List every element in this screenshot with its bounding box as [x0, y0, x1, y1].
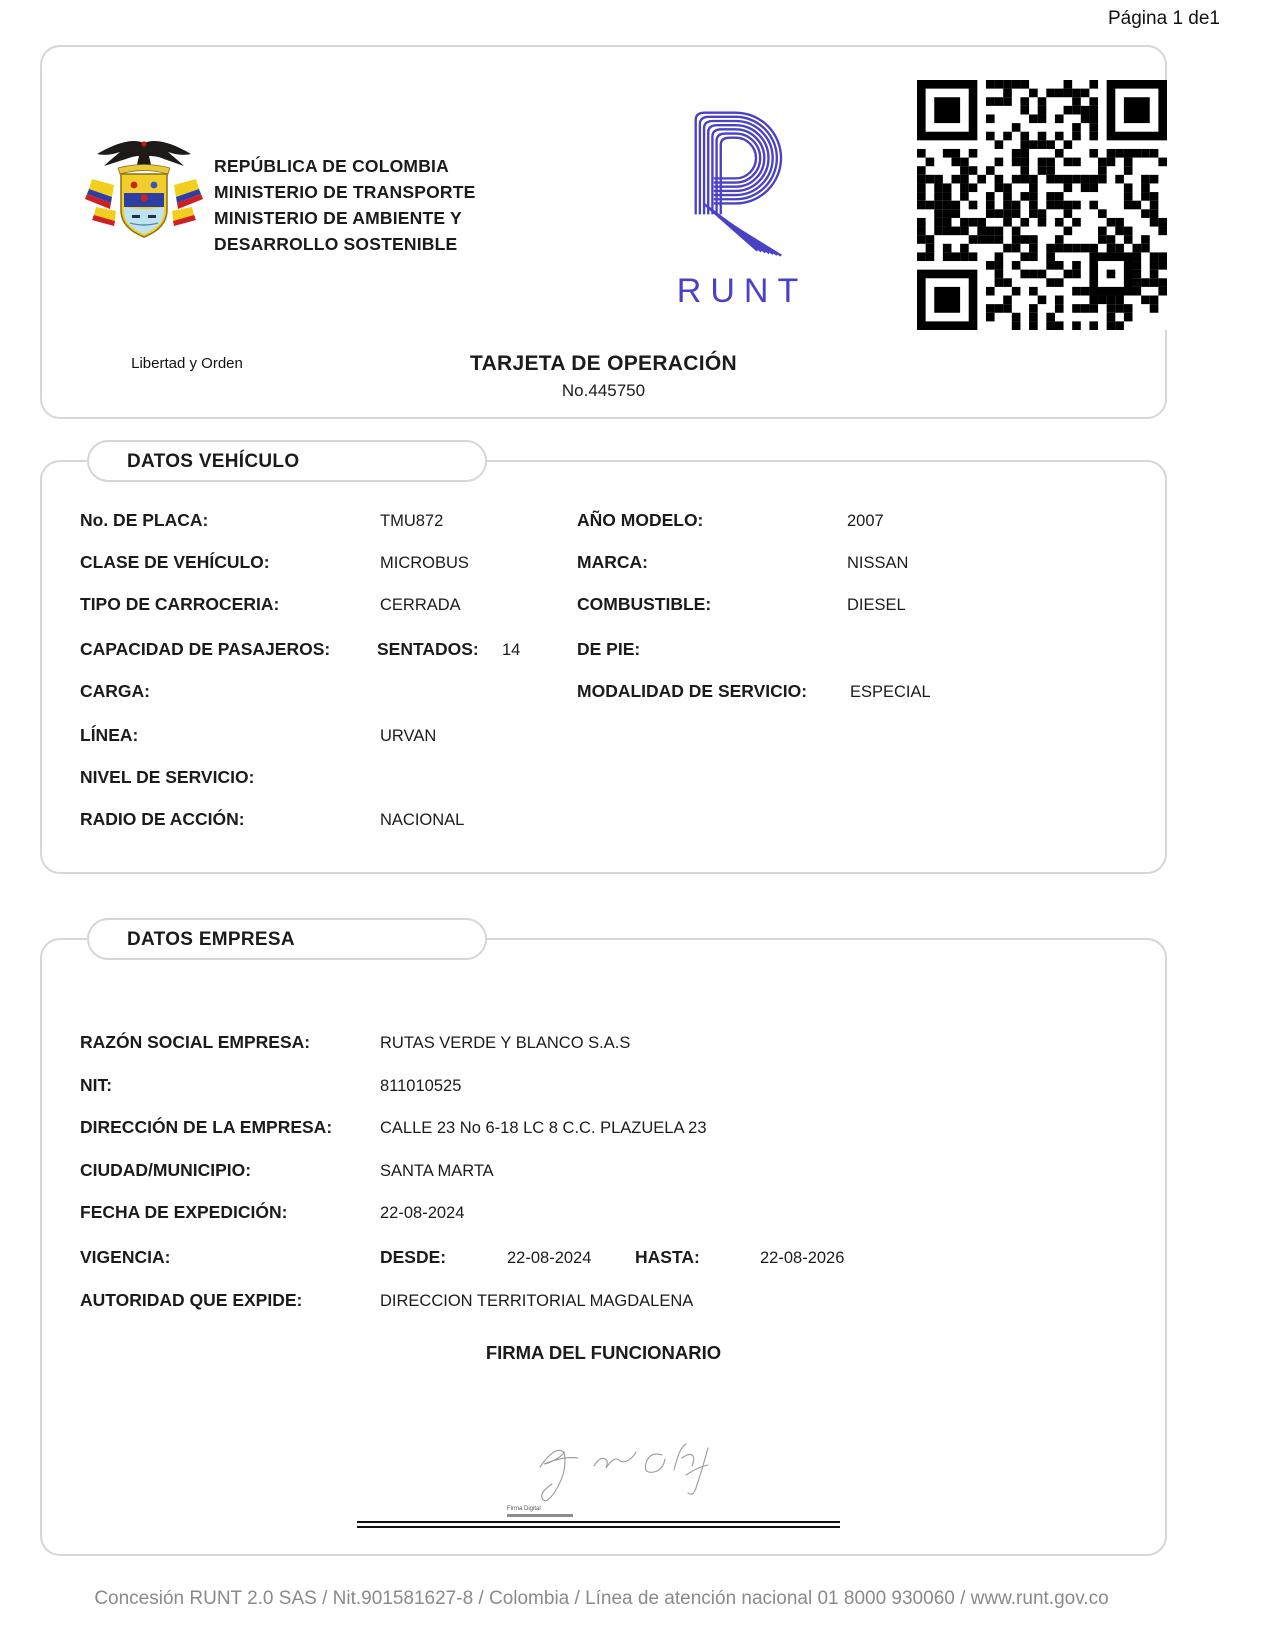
field-row [42, 1075, 1165, 1105]
document-title: TARJETA DE OPERACIÓN [470, 352, 737, 375]
field-label: SENTADOS: [377, 639, 479, 659]
company-section-box [40, 929, 1167, 1556]
field-label: CARGA: [80, 681, 150, 701]
field-value: SANTA MARTA [380, 1162, 494, 1180]
field-value: 14 [502, 641, 521, 659]
field-value: CALLE 23 No 6-18 LC 8 C.C. PLAZUELA 23 [380, 1119, 707, 1137]
field-row [42, 510, 1165, 540]
field-value: NACIONAL [380, 811, 465, 829]
field-row [42, 1290, 1165, 1320]
field-label: VIGENCIA: [80, 1247, 171, 1267]
field-row [42, 552, 1165, 582]
page-indicator: Página 1 de1 [1108, 8, 1220, 29]
field-row [42, 594, 1165, 624]
ministry-line: MINISTERIO DE AMBIENTE Y [214, 208, 462, 228]
field-row [42, 1202, 1165, 1232]
field-label: MODALIDAD DE SERVICIO: [577, 681, 808, 701]
runt-logo-text: RUNT [676, 272, 808, 310]
coat-of-arms-caption: Libertad y Orden [131, 355, 243, 372]
footer-text: Concesión RUNT 2.0 SAS / Nit.901581627-8 / Colombia / Línea de atención nacional 01 8000 930060 / www.runt.gov.co [94, 1588, 1109, 1609]
field-value: MICROBUS [380, 554, 469, 572]
runt-logo [642, 103, 842, 311]
field-label: NIVEL DE SERVICIO: [80, 767, 255, 787]
field-label: No. DE PLACA: [80, 510, 209, 530]
field-row [42, 681, 1165, 711]
field-row [42, 1247, 1165, 1277]
field-value: ESPECIAL [850, 683, 931, 701]
field-value: DIESEL [847, 596, 906, 614]
digital-signature-note-line: Firma Digital [507, 1506, 541, 1512]
field-label: HASTA: [635, 1247, 700, 1267]
field-label: RAZÓN SOCIAL EMPRESA: [80, 1032, 311, 1052]
field-row [42, 725, 1165, 755]
field-value: URVAN [380, 727, 437, 745]
field-label: NIT: [80, 1075, 113, 1095]
runt-r-icon [683, 103, 801, 263]
field-row [42, 1160, 1165, 1190]
handwritten-signature [512, 1430, 732, 1505]
field-value: 811010525 [380, 1077, 462, 1095]
vehicle-section-box [40, 451, 1167, 874]
field-row [42, 1032, 1165, 1062]
field-value: 22-08-2024 [507, 1249, 592, 1267]
field-label: FECHA DE EXPEDICIÓN: [80, 1202, 288, 1222]
field-value: NISSAN [847, 554, 909, 572]
field-label: DESDE: [380, 1247, 447, 1267]
field-row [42, 639, 1165, 669]
field-label: CAPACIDAD DE PASAJEROS: [80, 639, 331, 659]
ministry-line: DESARROLLO SOSTENIBLE [214, 234, 458, 254]
field-row [42, 767, 1165, 797]
digital-signature-note [507, 1506, 573, 1517]
field-value: 2007 [847, 512, 884, 530]
field-label: LÍNEA: [80, 725, 139, 745]
section-tab-datos-vehiculo: DATOS VEHÍCULO [87, 440, 487, 482]
field-label: DE PIE: [577, 639, 641, 659]
digital-signature-note-detail [507, 1514, 573, 1517]
field-value: CERRADA [380, 596, 461, 614]
field-row [42, 1117, 1165, 1147]
field-label: AÑO MODELO: [577, 510, 704, 530]
ministry-line: REPÚBLICA DE COLOMBIA [214, 156, 449, 176]
field-row [42, 809, 1165, 839]
qr-code [917, 80, 1167, 330]
field-label: COMBUSTIBLE: [577, 594, 712, 614]
ministry-text-block [214, 153, 475, 257]
field-label: TIPO DE CARROCERIA: [80, 594, 280, 614]
field-label: MARCA: [577, 552, 648, 572]
field-value: 22-08-2026 [760, 1249, 845, 1267]
field-value: DIRECCION TERRITORIAL MAGDALENA [380, 1292, 694, 1310]
field-value: RUTAS VERDE Y BLANCO S.A.S [380, 1034, 631, 1052]
field-label: CLASE DE VEHÍCULO: [80, 552, 270, 572]
field-value: TMU872 [380, 512, 444, 530]
colombia-coat-of-arms-icon [84, 137, 243, 372]
field-value: 22-08-2024 [380, 1204, 465, 1222]
section-tab-datos-empresa: DATOS EMPRESA [87, 918, 487, 960]
document-number: No.445750 [561, 381, 646, 400]
field-label: CIUDAD/MUNICIPIO: [80, 1160, 252, 1180]
field-label: DIRECCIÓN DE LA EMPRESA: [80, 1117, 333, 1137]
field-label: AUTORIDAD QUE EXPIDE: [80, 1290, 303, 1310]
header-box [40, 45, 1167, 419]
ministry-line: MINISTERIO DE TRANSPORTE [214, 182, 476, 202]
signature-section-title: FIRMA DEL FUNCIONARIO [485, 1342, 722, 1363]
signature-rule [357, 1521, 840, 1528]
field-label: RADIO DE ACCIÓN: [80, 809, 245, 829]
